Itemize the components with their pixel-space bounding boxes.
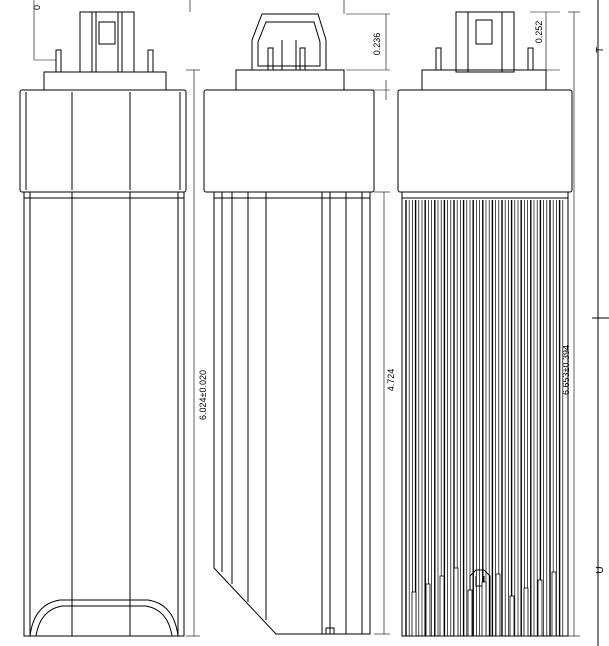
side-view: [204, 0, 390, 634]
tube-length-label: 4.724: [386, 368, 396, 392]
fin-tip: [468, 590, 472, 636]
fin-tip: [426, 584, 430, 636]
pin-length-label: 0.236: [372, 32, 382, 56]
fin-tip: [524, 588, 528, 636]
front-view: [20, 0, 200, 636]
fin-tip: [454, 568, 458, 636]
body-length-label: 6.024±0.020: [198, 370, 208, 420]
top-left-cut-label: 0: [32, 4, 42, 10]
overall-length-label: 6.653±0.394: [561, 345, 571, 395]
fin-tip: [510, 596, 514, 636]
border-mark-top: T: [595, 46, 606, 54]
fin-tip: [496, 574, 500, 636]
fin-tip: [440, 576, 444, 636]
fin-tip: [482, 582, 486, 636]
drawing-border: [592, 0, 609, 646]
fin-tip: [552, 572, 556, 636]
border-mark-bottom: U: [595, 566, 606, 574]
pin-offset-label: 0.252: [534, 20, 544, 44]
fin-tip: [412, 592, 416, 636]
fin-tip: [538, 580, 542, 636]
